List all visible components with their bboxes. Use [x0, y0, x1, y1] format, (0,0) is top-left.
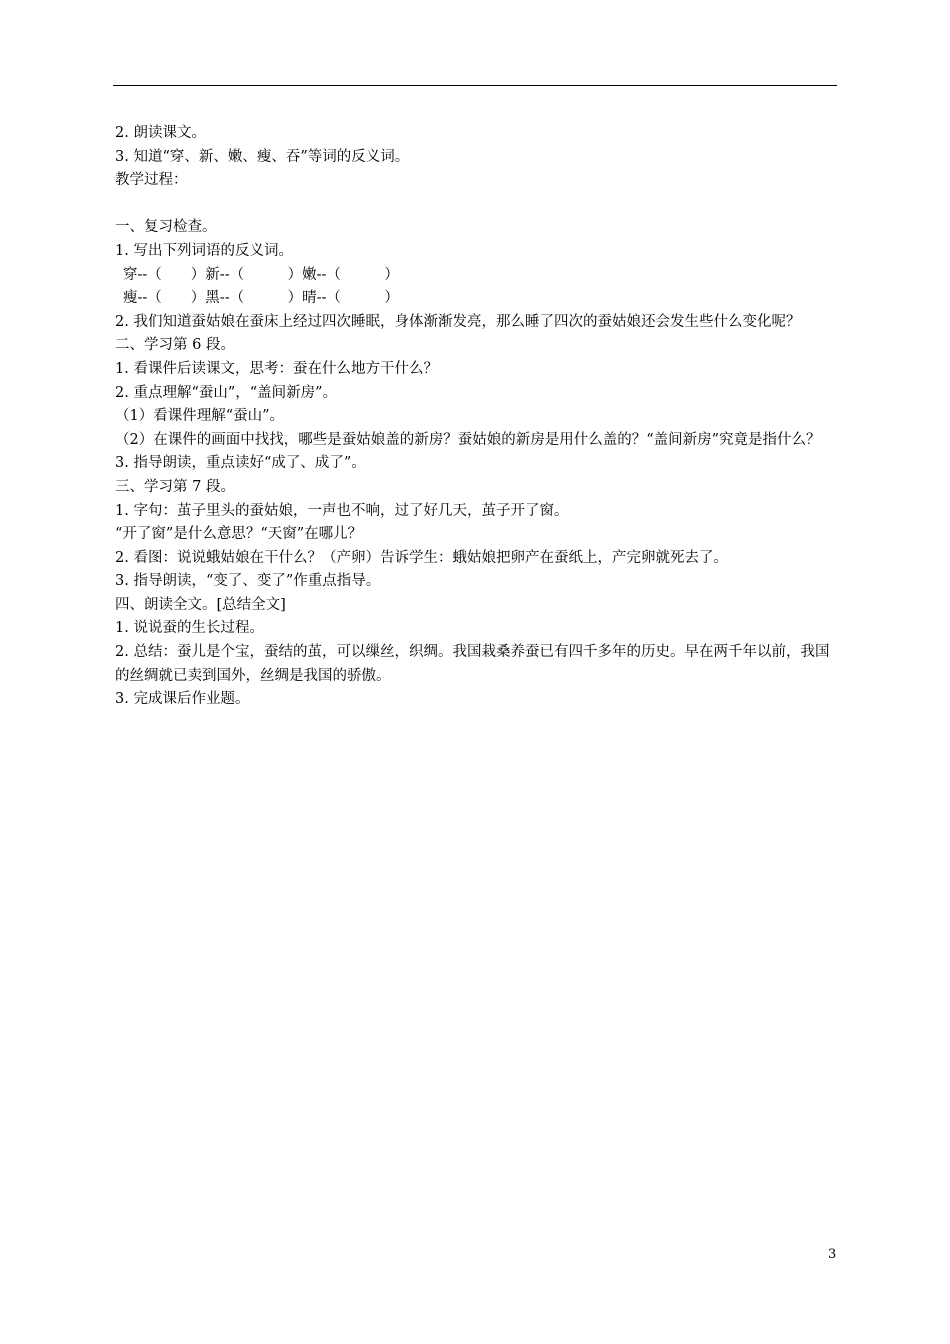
text-line: 3. 知道“穿、新、嫩、瘦、吞”等词的反义词。 [115, 148, 410, 165]
page-number: 3 [828, 1247, 837, 1262]
text-line: （1）看课件理解“蚕山”。 [115, 408, 285, 425]
text-line: 2. 重点理解“蚕山”，“盖间新房”。 [115, 384, 338, 401]
text-line: 2. 朗读课文。 [115, 125, 206, 141]
section-heading: 二、学习第 6 段。 [115, 337, 235, 354]
text-line: 1. 写出下列词语的反义词。 [115, 242, 293, 259]
section-heading: 一、复习检查。 [115, 219, 217, 236]
text-line: 2. 总结：蚕儿是个宝，蚕结的茧，可以缫丝，织绸。我国栽桑养蚕已有四千多年的历史。早在两千年以前，我国的丝绸就已卖到国外，丝绸是我国的骄傲。 [115, 644, 830, 684]
blank-line [115, 193, 837, 217]
document-body [115, 122, 837, 712]
text-line: 1. 看课件后读课文，思考：蚕在什么地方干什么？ [115, 360, 438, 377]
text-line: 3. 指导朗读，“变了、变了”作重点指导。 [115, 573, 381, 590]
text-line: 2. 我们知道蚕姑娘在蚕床上经过四次睡眠，身体渐渐发亮，那么睡了四次的蚕姑娘还会发生些什么变化呢？ [115, 313, 801, 330]
text-line: 1. 说说蚕的生长过程。 [115, 620, 264, 637]
section-heading: 四、朗读全文。[总结全文] [115, 596, 286, 613]
exercise-line: 穿--（ ）新--（ ）嫩--（ ） [123, 266, 399, 283]
text-line: 3. 指导朗读，重点读好“成了、成了”。 [115, 455, 366, 472]
header-rule [113, 85, 837, 86]
text-line: 3. 完成课后作业题。 [115, 691, 250, 708]
text-line: （2）在课件的画面中找找，哪些是蚕姑娘盖的新房？蚕姑娘的新房是用什么盖的？“盖间新房”究竟是指什么？ [115, 431, 821, 448]
text-line: 2. 看图：说说蛾姑娘在干什么？（产卵）告诉学生：蛾姑娘把卵产在蚕纸上，产完卵就死去了。 [115, 549, 728, 566]
text-line: 1. 字句：茧子里头的蚕姑娘，一声也不响，过了好几天，茧子开了窗。 [115, 502, 569, 519]
section-heading: 三、学习第 7 段。 [115, 478, 235, 495]
text-line: “开了窗”是什么意思？“天窗”在哪儿？ [115, 526, 363, 543]
text-line: 教学过程： [115, 172, 188, 189]
exercise-line: 瘦--（ ）黑--（ ）晴--（ ） [123, 290, 399, 307]
